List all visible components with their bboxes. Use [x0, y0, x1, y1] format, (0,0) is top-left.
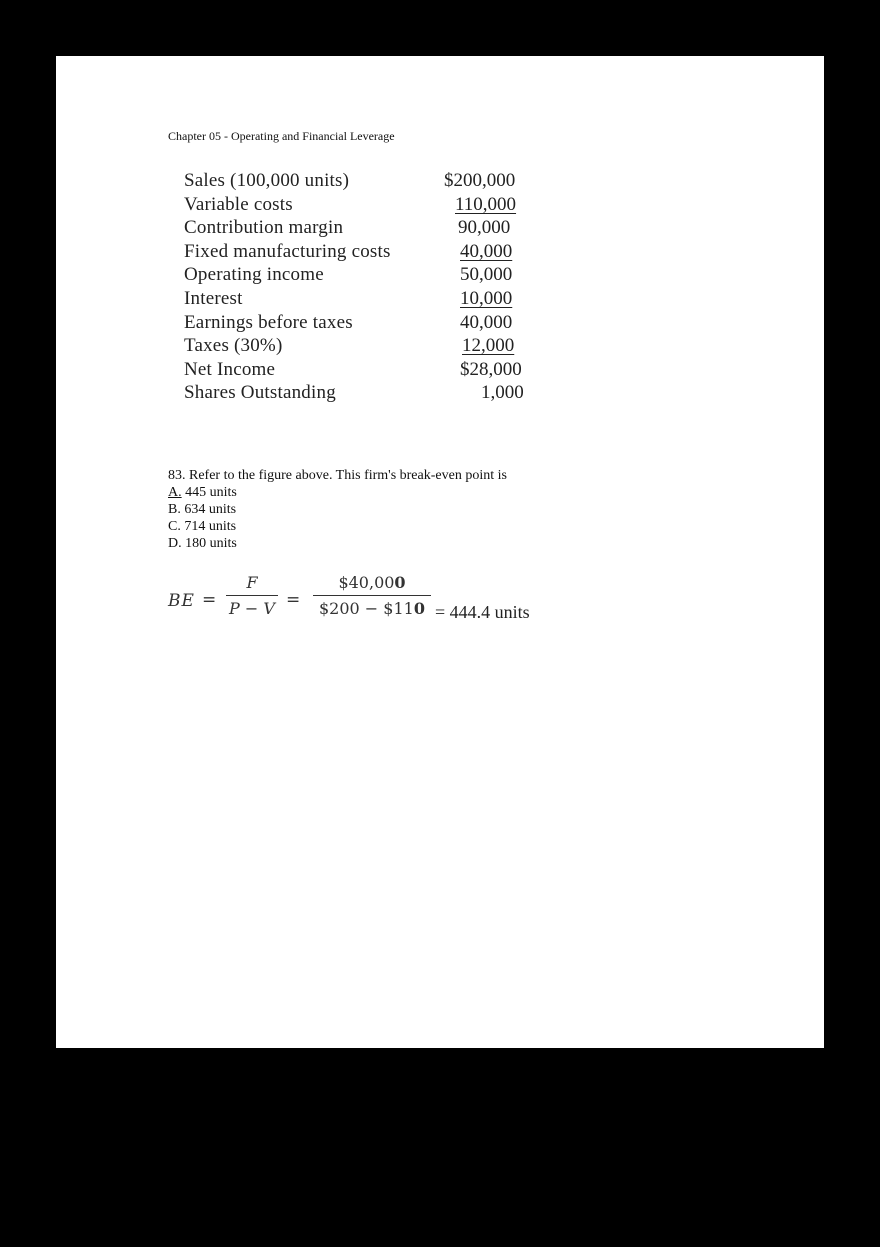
question-text: Refer to the figure above. This firm's break-even point is: [189, 468, 507, 483]
numerator-bold-digit: 0: [394, 573, 406, 592]
row-value: $200,000: [444, 170, 516, 191]
table-row: [184, 240, 529, 264]
formula-fraction-symbolic: [226, 571, 278, 620]
formula-lhs: BE: [168, 591, 195, 611]
table-row: [184, 287, 529, 311]
row-label: Net Income: [184, 358, 276, 380]
question-block: [168, 467, 507, 552]
answer-option-c: [168, 518, 507, 535]
row-value: 40,000: [460, 311, 513, 333]
option-text: 634 units: [184, 502, 237, 517]
answer-option-d: [168, 535, 507, 552]
row-value: $28,000: [460, 358, 522, 380]
break-even-formula: [168, 571, 558, 631]
fraction-numerator: F: [246, 573, 258, 592]
formula-result: = 444.4 units: [435, 602, 530, 622]
option-letter: C.: [168, 519, 181, 534]
income-statement-table: [184, 169, 529, 405]
row-label: Interest: [184, 287, 243, 309]
row-label: Fixed manufacturing costs: [184, 240, 391, 262]
fraction-denominator: [313, 596, 431, 620]
row-label: Sales (100,000 units): [184, 170, 350, 191]
row-value: 1,000: [481, 382, 524, 404]
option-text: 180 units: [185, 536, 237, 551]
row-value: 110,000: [455, 193, 517, 215]
row-label: Taxes (30%): [184, 335, 283, 357]
table-row: [184, 311, 529, 335]
option-letter: D.: [168, 536, 182, 551]
option-letter: B.: [168, 502, 181, 517]
option-text: 714 units: [184, 519, 237, 534]
option-text: 445 units: [185, 485, 237, 500]
option-letter: A.: [168, 485, 182, 500]
table-row: [184, 263, 529, 287]
row-label: Contribution margin: [184, 217, 344, 239]
numerator-text: $40,00: [338, 573, 395, 592]
answer-option-b: [168, 501, 507, 518]
table-row: [184, 169, 529, 193]
formula-equals: =: [286, 590, 301, 610]
table-row: [184, 381, 529, 405]
fraction-numerator: [313, 571, 431, 595]
table-row: [184, 334, 529, 358]
row-value: 10,000: [460, 287, 513, 309]
table-row: [184, 358, 529, 382]
table-row: [184, 216, 529, 240]
denominator-bold-digit: 0: [413, 599, 425, 618]
row-value: 90,000: [458, 217, 511, 239]
document-page: [56, 56, 824, 1048]
question-stem: [168, 467, 507, 484]
row-value: 40,000: [460, 240, 513, 262]
chapter-header: Chapter 05 - Operating and Financial Leverage: [168, 129, 395, 143]
formula-fraction-numeric: [313, 571, 431, 620]
row-label: Operating income: [184, 264, 324, 286]
fraction-denominator: P − V: [229, 599, 275, 618]
row-label: Earnings before taxes: [184, 311, 353, 333]
row-value: 50,000: [460, 264, 513, 286]
row-label: Shares Outstanding: [184, 382, 336, 404]
question-number: 83.: [168, 468, 186, 483]
denominator-text: $200 − $11: [319, 599, 414, 618]
answer-option-a: [168, 484, 507, 501]
row-value: 12,000: [462, 335, 515, 357]
table-row: [184, 193, 529, 217]
formula-equals: =: [202, 590, 217, 610]
row-label: Variable costs: [184, 193, 293, 215]
